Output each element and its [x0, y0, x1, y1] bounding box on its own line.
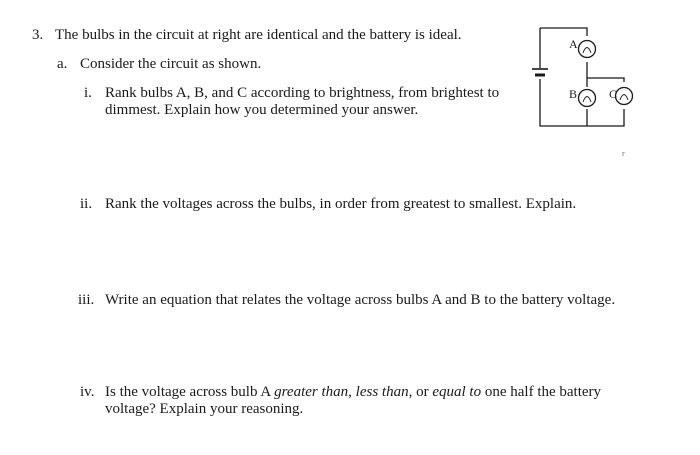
wire-top — [540, 28, 587, 36]
question-i-marker: i. — [84, 85, 92, 101]
part-a-marker: a. — [57, 56, 68, 72]
question-iii-marker: iii. — [78, 292, 95, 308]
part-a-text: Consider the circuit as shown. — [80, 56, 262, 72]
bulb-c-label: C — [609, 87, 618, 101]
bulb-a-icon — [579, 41, 596, 58]
question-iii-text: Write an equation that relates the voltage across bulbs A and B to the battery voltage. — [105, 292, 616, 308]
bulb-b-label: B — [569, 87, 578, 101]
stray-mark: r — [622, 149, 625, 158]
question-ii-marker: ii. — [80, 196, 93, 212]
question-ii-text: Rank the voltages across the bulbs, in order from greatest to smallest. Explain. — [105, 196, 577, 212]
wire-junction-right — [587, 78, 624, 82]
bulb-c-icon — [616, 88, 633, 105]
emphasis-equal-to: equal to — [432, 384, 482, 400]
question-i-line-1: Rank bulbs A, B, and C according to brightness, from brightest to — [105, 85, 500, 101]
emphasis-greater-than: greater than — [274, 384, 349, 400]
emphasis-less-than: less than — [355, 384, 409, 400]
question-i-line-2: dimmest. Explain how you determined your answer. — [105, 102, 419, 118]
bulb-a-label: A — [569, 37, 578, 51]
circuit-diagram — [518, 22, 643, 158]
problem-intro: The bulbs in the circuit at right are identical and the battery is ideal. — [55, 27, 462, 43]
problem-number: 3. — [32, 27, 44, 43]
question-iv-marker: iv. — [80, 384, 95, 400]
wire-bottom-right — [587, 109, 624, 126]
question-iv-line-2: voltage? Explain your reasoning. — [105, 401, 304, 417]
question-iv-line-1: Is the voltage across bulb A greater than, less than, or equal to one half the battery — [105, 384, 602, 400]
bulb-b-icon — [579, 90, 596, 107]
battery-icon — [532, 69, 548, 75]
